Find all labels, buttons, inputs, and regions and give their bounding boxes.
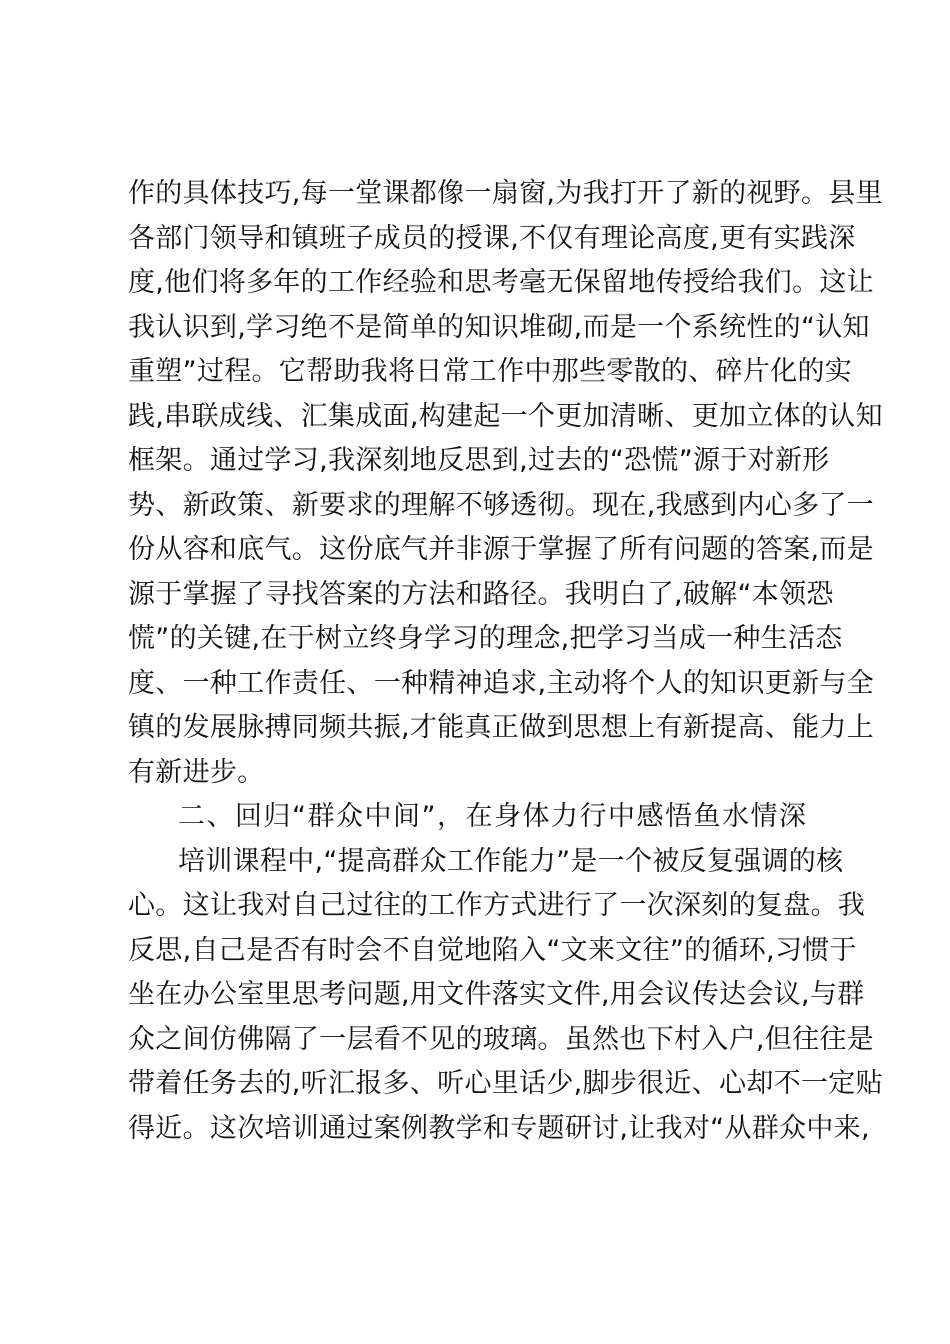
paragraph-2-line: 得近。这次培训通过案例教学和专题研讨,让我对“从群众中来, <box>128 1112 870 1144</box>
paragraph-2-line: 心。这让我对自己过往的工作方式进行了一次深刻的复盘。我 <box>128 890 866 921</box>
paragraph-1-line: 份从容和底气。这份底气并非源于掌握了所有问题的答案,而是 <box>128 534 874 565</box>
paragraph-1-line: 源于掌握了寻找答案的方法和路径。我明白了,破解“本领恐 <box>128 578 834 610</box>
document-body <box>128 172 883 1151</box>
paragraph-2-line: 反思,自己是否有时会不自觉地陷入“文来文往”的循环,习惯于 <box>128 934 857 966</box>
paragraph-1-line: 各部门领导和镇班子成员的授课,不仅有理论高度,更有实践深 <box>128 222 856 254</box>
paragraph-1-line: 有新进步。 <box>128 756 265 788</box>
paragraph-2-line: 坐在办公室里思考问题,用文件落实文件,用会议传达会议,与群 <box>128 979 865 1010</box>
paragraph-1-line: 作的具体技巧,每一堂课都像一扇窗,为我打开了新的视野。县里 <box>128 178 883 209</box>
paragraph-1-line: 势、新政策、新要求的理解不够透彻。现在,我感到内心多了一 <box>128 489 874 521</box>
paragraph-1-line: 框架。通过学习,我深刻地反思到,过去的“恐慌”源于对新形 <box>128 445 830 476</box>
paragraph-1-line: 度、一种工作责任、一种精神追求,主动将个人的知识更新与全 <box>128 667 874 699</box>
paragraph-2-line: 众之间仿佛隔了一层看不见的玻璃。虽然也下村入户,但往往是 <box>128 1023 874 1055</box>
paragraph-1-line: 慌”的关键,在于树立终身学习的理念,把学习当成一种生活态 <box>128 623 843 654</box>
paragraph-1-line: 践,串联成线、汇集成面,构建起一个更加清晰、更加立体的认知 <box>128 400 883 432</box>
paragraph-2-line: 带着任务去的,听汇报多、听心里话少,脚步很近、心却不一定贴 <box>128 1068 883 1099</box>
paragraph-2-line: 培训课程中,“提高群众工作能力”是一个被反复强调的核 <box>178 845 844 877</box>
section-heading: 二、回归“群众中间”，在身体力行中感悟鱼水情深 <box>178 801 808 832</box>
paragraph-1-line: 重塑”过程。它帮助我将日常工作中那些零散的、碎片化的实 <box>128 356 853 387</box>
paragraph-1-line: 我认识到,学习绝不是简单的知识堆砌,而是一个系统性的“认知 <box>128 311 870 343</box>
paragraph-1-line: 镇的发展脉搏同频共振,才能真正做到思想上有新提高、能力上 <box>128 712 874 743</box>
paragraph-1-line: 度,他们将多年的工作经验和思考毫无保留地传授给我们。这让 <box>128 267 874 298</box>
